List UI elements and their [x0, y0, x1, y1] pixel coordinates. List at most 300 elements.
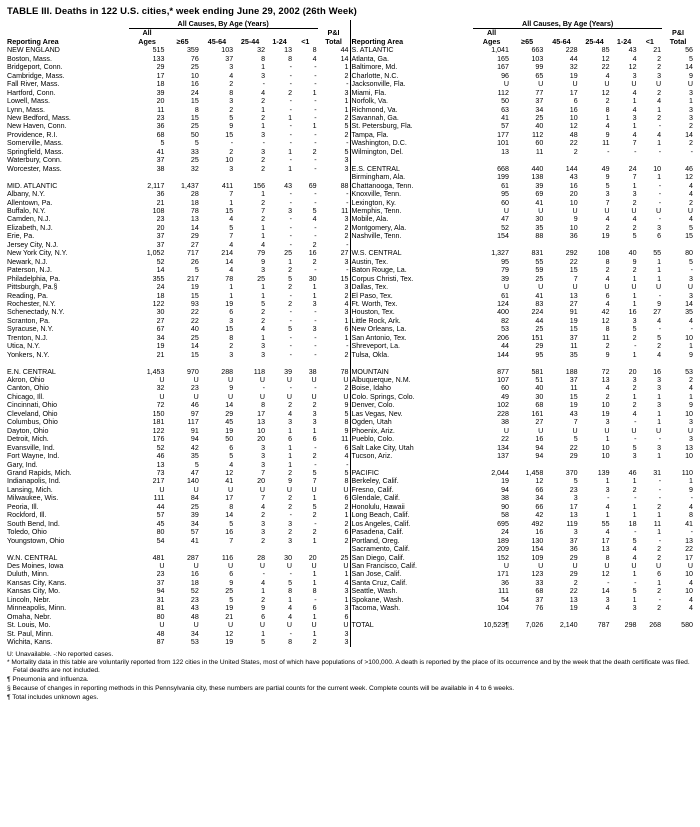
value-cell: 4	[229, 460, 234, 469]
value-cell: 57	[156, 511, 165, 520]
value-cell: 24	[628, 164, 637, 173]
value-cell: -	[690, 494, 693, 503]
value-cell: 4	[632, 105, 637, 114]
value-cell: 40	[535, 384, 544, 393]
value-cell: 2	[261, 198, 266, 207]
value-cell: 292	[565, 249, 578, 258]
value-cell: 4	[229, 215, 234, 224]
value-cell: 14	[685, 130, 693, 139]
value-cell: 140	[186, 477, 199, 486]
table-row	[6, 55, 350, 63]
value-cell: -	[262, 139, 266, 148]
reporting-area-cell: Tucson, Ariz.	[351, 452, 393, 461]
value-cell: 1	[657, 139, 662, 148]
value-cell: -	[314, 63, 317, 72]
value-cell: 1	[312, 629, 317, 638]
value-cell: 32	[257, 46, 266, 55]
table-row	[351, 435, 695, 443]
reporting-area-cell: Austin, Tex.	[351, 257, 389, 266]
value-cell: 37	[535, 97, 544, 106]
value-cell: 5	[344, 469, 349, 478]
value-cell: 1	[605, 435, 610, 444]
value-cell: 30	[308, 274, 317, 283]
value-cell: 46	[190, 401, 199, 410]
value-cell: 3	[261, 460, 266, 469]
value-cell: -	[346, 139, 349, 148]
table-row	[6, 461, 350, 469]
value-cell: 29	[535, 342, 544, 351]
value-cell: 67	[156, 325, 165, 334]
value-cell: 17	[685, 553, 693, 562]
value-cell: 32	[190, 164, 199, 173]
value-cell: 3	[344, 629, 349, 638]
value-cell: 1	[288, 426, 293, 435]
table-row	[6, 139, 350, 147]
reporting-area-cell: E.S. CENTRAL	[351, 164, 400, 173]
value-cell: U	[631, 80, 637, 89]
value-cell: 25	[535, 274, 544, 283]
value-cell: U	[259, 392, 266, 401]
value-cell: 4	[689, 604, 693, 613]
value-cell: 52	[501, 223, 509, 232]
value-cell: 58	[501, 511, 509, 520]
value-cell: 663	[531, 46, 544, 55]
reporting-area-cell: Toledo, Ohio	[7, 528, 47, 537]
value-cell: 8	[344, 418, 349, 427]
table-row	[351, 444, 695, 452]
value-cell: 3	[288, 536, 293, 545]
value-cell: 2	[632, 223, 637, 232]
col-header-pi-total	[662, 29, 694, 46]
value-cell: 5	[573, 435, 578, 444]
value-cell: U	[259, 562, 266, 570]
value-cell: 65	[535, 71, 544, 80]
value-cell: 37	[535, 595, 544, 604]
reporting-area-cell: Columbus, Ohio	[7, 418, 58, 427]
value-cell: 3	[605, 595, 610, 604]
value-cell: 81	[156, 604, 165, 613]
value-cell: 268	[649, 621, 662, 630]
value-cell: -	[658, 485, 662, 494]
table-row	[351, 410, 695, 418]
value-cell: 52	[156, 443, 165, 452]
value-cell: U	[228, 485, 234, 494]
value-cell: 30	[156, 308, 165, 317]
value-cell: 4	[605, 71, 610, 80]
table-row	[351, 122, 695, 130]
value-cell: -	[262, 80, 266, 89]
value-cell: 19	[225, 299, 234, 308]
value-cell: 1	[261, 190, 266, 199]
value-cell: 2	[689, 122, 693, 131]
value-cell: 12	[601, 54, 610, 63]
table-row	[351, 393, 695, 401]
value-cell: 3	[689, 418, 693, 427]
value-cell: 3	[632, 452, 637, 461]
value-cell: 7	[312, 477, 317, 486]
value-cell: 228	[497, 409, 509, 418]
value-cell: 10	[685, 587, 693, 596]
value-cell: 2	[312, 638, 317, 647]
value-cell: 27	[190, 240, 199, 249]
value-cell: 72	[156, 401, 165, 410]
reporting-area-cell: Detroit, Mich.	[7, 435, 49, 444]
value-cell: 46	[685, 164, 693, 173]
value-cell: 4	[605, 502, 610, 511]
table-row	[6, 97, 350, 105]
value-cell: 1	[312, 570, 317, 579]
reporting-area-cell: Evansville, Ind.	[7, 443, 55, 452]
value-cell: U	[343, 376, 349, 385]
value-cell: 2	[605, 223, 610, 232]
value-cell: 1,041	[491, 46, 509, 55]
value-cell: 2	[344, 223, 349, 232]
value-cell: 2	[229, 147, 234, 156]
value-cell: 34	[156, 333, 165, 342]
value-cell: U	[631, 283, 637, 292]
value-cell: 44	[156, 502, 165, 511]
reporting-area-cell: New Orleans, La.	[351, 325, 407, 334]
value-cell: 2	[605, 342, 610, 351]
col-header-pi-total	[318, 29, 350, 46]
value-cell: 3	[288, 519, 293, 528]
table-row	[351, 165, 695, 173]
footnote-pneumonia: ¶ Pneumonia and influenza.	[7, 676, 89, 684]
table-row	[351, 511, 695, 519]
value-cell: 2	[657, 88, 662, 97]
value-cell: 7	[229, 190, 234, 199]
table-row	[351, 554, 695, 562]
value-cell: 2	[605, 392, 610, 401]
reporting-area-cell: Newark, N.J.	[7, 257, 48, 266]
value-cell: 4	[657, 350, 662, 359]
value-cell: -	[314, 333, 317, 342]
value-cell: 76	[190, 54, 199, 63]
reporting-area-cell: Cambridge, Mass.	[7, 71, 65, 80]
value-cell: 217	[186, 274, 199, 283]
value-cell: 9	[344, 401, 349, 410]
value-cell: 3	[261, 350, 266, 359]
value-cell: 122	[152, 426, 165, 435]
value-cell: 14	[190, 223, 199, 232]
value-cell: 19	[190, 283, 199, 292]
value-cell: U	[655, 206, 662, 215]
value-cell: -	[314, 443, 317, 452]
reporting-area-cell: Montgomery, Ala.	[351, 223, 407, 232]
value-cell: 19	[569, 401, 578, 410]
table-row	[351, 384, 695, 392]
value-cell: 22	[569, 587, 578, 596]
value-cell: 3	[261, 266, 266, 275]
value-cell: 57	[501, 122, 509, 131]
value-cell: 2	[689, 376, 693, 385]
value-cell: 2	[288, 502, 293, 511]
reporting-area-cell: Santa Cruz, Calif.	[351, 578, 408, 587]
value-cell: 5	[229, 113, 234, 122]
value-cell: 3	[632, 71, 637, 80]
value-cell: 6	[261, 612, 266, 621]
value-cell: 288	[221, 367, 234, 376]
value-cell: 17	[257, 409, 266, 418]
value-cell: 6	[288, 435, 293, 444]
value-cell: 1	[657, 257, 662, 266]
value-cell: -	[314, 316, 317, 325]
value-cell: 48	[190, 612, 199, 621]
value-cell: -	[634, 418, 637, 427]
value-cell: 55	[653, 249, 662, 258]
value-cell: 110	[681, 469, 693, 478]
value-cell: 8	[261, 54, 266, 63]
value-cell: 3	[632, 190, 637, 199]
value-cell: 9	[573, 215, 578, 224]
value-cell: U	[655, 562, 662, 570]
value-cell: 15	[225, 325, 234, 334]
value-cell: 29	[569, 553, 578, 562]
reporting-area-cell: Savannah, Ga.	[351, 113, 399, 122]
value-cell: 77	[535, 88, 544, 97]
value-cell: 50	[225, 435, 234, 444]
value-cell: 11	[535, 147, 544, 156]
value-cell: 9	[689, 71, 693, 80]
value-cell: 16	[653, 367, 662, 376]
value-cell: 80	[156, 528, 165, 537]
value-cell: 2	[288, 283, 293, 292]
value-cell: -	[314, 139, 317, 148]
value-cell: 17	[225, 494, 234, 503]
value-cell: 152	[497, 553, 509, 562]
value-cell: 14	[225, 511, 234, 520]
table-row	[351, 114, 695, 122]
value-cell: -	[289, 350, 293, 359]
value-cell: 3	[344, 164, 349, 173]
value-cell: 15	[190, 291, 199, 300]
reporting-area-cell: W.S. CENTRAL	[351, 249, 402, 258]
value-cell: 9	[605, 173, 610, 182]
value-cell: U	[538, 283, 544, 292]
value-cell: 76	[535, 604, 544, 613]
value-cell: 6	[344, 612, 349, 621]
value-cell: 25	[190, 63, 199, 72]
value-cell: 355	[152, 274, 165, 283]
value-cell: 45	[156, 519, 165, 528]
value-cell: U	[193, 392, 199, 401]
value-cell: 39	[535, 181, 544, 190]
right-table	[351, 20, 695, 630]
reporting-area-cell: New Bedford, Mass.	[7, 113, 71, 122]
value-cell: 14	[601, 587, 610, 596]
table-row	[6, 384, 350, 392]
value-cell: -	[658, 536, 662, 545]
value-cell: -	[607, 578, 610, 587]
value-cell: 12	[569, 122, 578, 131]
value-cell: 3	[605, 485, 610, 494]
value-cell: 15	[569, 392, 578, 401]
value-cell: U	[538, 426, 544, 435]
value-cell: -	[658, 595, 662, 604]
col-header-25-44: 25-44	[585, 36, 604, 46]
value-cell: 1	[657, 105, 662, 114]
table-row	[6, 317, 350, 325]
value-cell: -	[289, 308, 293, 317]
reporting-area-cell: Chattanooga, Tenn.	[351, 181, 414, 190]
value-cell: 38	[501, 418, 509, 427]
value-cell: 19	[601, 232, 610, 241]
value-cell: 43	[628, 46, 637, 55]
value-cell: 400	[497, 308, 509, 317]
value-cell: 1	[657, 528, 662, 537]
value-cell: 3	[657, 71, 662, 80]
reporting-area-cell: Utica, N.Y.	[7, 342, 40, 351]
value-cell: 3	[229, 97, 234, 106]
value-cell: 10	[653, 164, 662, 173]
value-cell: 78	[225, 274, 234, 283]
table-row	[351, 494, 695, 502]
table-row	[351, 249, 695, 257]
value-cell: 20	[257, 477, 266, 486]
value-cell: -	[289, 291, 293, 300]
value-cell: 1	[689, 477, 693, 486]
value-cell: 1	[229, 283, 234, 292]
table-row	[6, 207, 350, 215]
value-cell: 12	[601, 570, 610, 579]
table-row	[6, 368, 350, 376]
value-cell: 15	[340, 274, 349, 283]
reporting-area-cell: Fresno, Calif.	[351, 485, 394, 494]
value-cell: 50	[190, 130, 199, 139]
value-cell: 1	[288, 113, 293, 122]
value-cell: 8	[288, 587, 293, 596]
value-cell: U	[572, 562, 578, 570]
value-cell: 25	[190, 333, 199, 342]
value-cell: 52	[190, 587, 199, 596]
value-cell: 13	[601, 376, 610, 385]
value-cell: 10	[685, 452, 693, 461]
value-cell: 17	[569, 88, 578, 97]
value-cell: 22	[569, 139, 578, 148]
value-cell: 8	[605, 325, 610, 334]
right-header-row	[351, 29, 695, 46]
value-cell: 13	[569, 511, 578, 520]
value-cell: 5	[194, 266, 199, 275]
value-cell: 188	[565, 367, 578, 376]
value-cell: 12	[601, 88, 610, 97]
table-row	[6, 503, 350, 511]
value-cell: 1	[657, 511, 662, 520]
value-cell: 37	[225, 54, 234, 63]
value-cell: 4	[605, 384, 610, 393]
value-cell: 2	[657, 545, 662, 554]
value-cell: 21	[653, 46, 662, 55]
value-cell: 15	[225, 206, 234, 215]
value-cell: -	[690, 266, 693, 275]
table-row	[351, 46, 695, 54]
table-row	[351, 300, 695, 308]
value-cell: 8	[229, 333, 234, 342]
table-spacer-row	[6, 359, 350, 367]
value-cell: 3	[229, 63, 234, 72]
footnote-legend: U: Unavailable. -:No reported cases.	[7, 650, 114, 658]
value-cell: 3	[312, 418, 317, 427]
value-cell: 19	[601, 409, 610, 418]
value-cell: 68	[535, 587, 544, 596]
value-cell: -	[314, 308, 317, 317]
value-cell: 61	[501, 291, 509, 300]
table-row	[351, 621, 695, 629]
value-cell: U	[343, 621, 349, 630]
value-cell: 4	[229, 266, 234, 275]
value-cell: 1	[657, 274, 662, 283]
value-cell: 5	[312, 206, 317, 215]
value-cell: 27	[340, 249, 349, 258]
value-cell: U	[259, 485, 266, 494]
value-cell: 4	[657, 130, 662, 139]
value-cell: 37	[569, 333, 578, 342]
value-cell: -	[289, 198, 293, 207]
value-cell: 668	[497, 164, 509, 173]
value-cell: 2	[344, 130, 349, 139]
value-cell: -	[658, 291, 662, 300]
col-header-under-1: <1	[301, 36, 310, 46]
value-cell: 10	[257, 426, 266, 435]
value-cell: -	[289, 384, 293, 393]
value-cell: 80	[685, 249, 693, 258]
value-cell: U	[286, 485, 293, 494]
reporting-area-cell: Elizabeth, N.J.	[7, 223, 53, 232]
value-cell: 3	[605, 190, 610, 199]
value-cell: 3	[344, 604, 349, 613]
value-cell: 19	[225, 426, 234, 435]
page-title: TABLE III. Deaths in 122 U.S. cities,* week ending June 29, 2002 (26th Week)	[7, 6, 357, 17]
value-cell: 23	[190, 384, 199, 393]
value-cell: 12	[225, 469, 234, 478]
value-cell: 10	[601, 401, 610, 410]
value-cell: 123	[531, 570, 544, 579]
value-cell: U	[538, 80, 544, 89]
value-cell: 2	[657, 604, 662, 613]
value-cell: U	[604, 562, 610, 570]
value-cell: U	[572, 426, 578, 435]
value-cell: 8	[194, 105, 199, 114]
table-row	[6, 469, 350, 477]
value-cell: -	[634, 147, 637, 156]
value-cell: 44	[340, 46, 349, 55]
value-cell: 4	[689, 595, 693, 604]
value-cell: 7,026	[525, 621, 544, 630]
table-spacer-row	[351, 613, 695, 621]
value-cell: -	[658, 435, 662, 444]
value-cell: U	[604, 426, 610, 435]
value-cell: 107	[497, 376, 509, 385]
value-cell: 37	[156, 578, 165, 587]
value-cell: 3	[261, 342, 266, 351]
reporting-area-cell: San Antonio, Tex.	[351, 333, 407, 342]
table-row	[351, 224, 695, 232]
value-cell: -	[314, 156, 317, 165]
value-cell: 84	[190, 494, 199, 503]
reporting-area-cell: S. ATLANTIC	[351, 46, 394, 55]
value-cell: 31	[653, 469, 662, 478]
table-row	[6, 452, 350, 460]
value-cell: 18	[628, 519, 637, 528]
value-cell: 1	[344, 105, 349, 114]
value-cell: U	[193, 621, 199, 630]
reporting-area-cell: Kansas City, Kans.	[7, 578, 67, 587]
value-cell: 18	[156, 291, 165, 300]
table-row	[351, 579, 695, 587]
value-cell: 10,523¶	[483, 621, 509, 630]
table-row	[6, 156, 350, 164]
right-header-group-row	[351, 20, 695, 29]
